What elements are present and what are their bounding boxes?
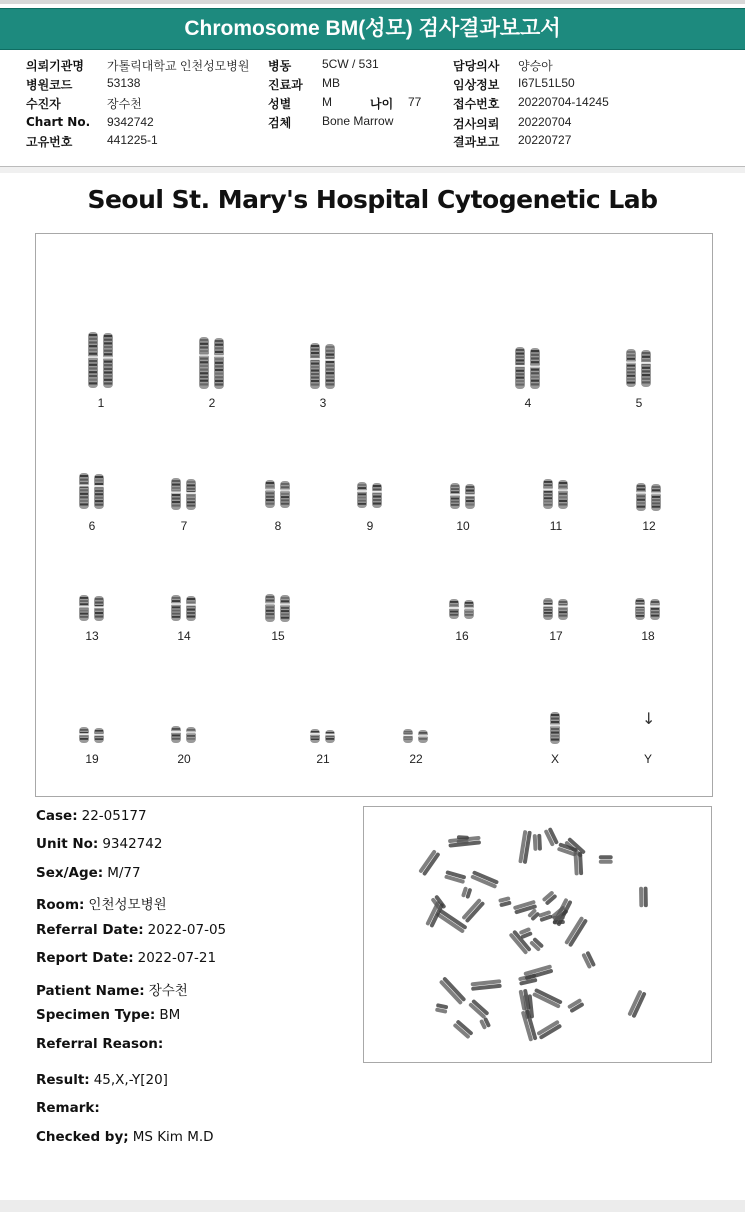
field-value: MS Kim M.D: [132, 1129, 214, 1145]
info-value: 가톨릭대학교 인천성모병원: [107, 59, 250, 73]
chromosome-pair-10: [449, 483, 477, 509]
referral-reason-field: [36, 1036, 167, 1052]
info-label: 진료과: [268, 78, 303, 92]
chromosome-label-4: 4: [524, 396, 532, 410]
info-label: 접수번호: [453, 97, 500, 111]
chromosome-pair-5: [625, 349, 653, 387]
footer-bar: [0, 1200, 745, 1212]
info-value: 9342742: [107, 115, 154, 129]
checked-by-field: [36, 1129, 214, 1145]
field-value: 22-05177: [81, 808, 147, 824]
unit-no-field: [36, 836, 162, 852]
chromosome-label-19: 19: [85, 752, 99, 766]
info-value: 20220727: [518, 133, 572, 147]
info-value: MB: [322, 76, 340, 90]
room-field: [36, 893, 167, 913]
chromosome-pair-14: [170, 595, 198, 621]
metaphase-spread: [364, 807, 711, 1062]
chromosome-pair-13: [78, 595, 106, 621]
chromosome-label-11: 11: [549, 519, 563, 533]
chromosome-label-9: 9: [366, 519, 374, 533]
chromosome-label-20: 20: [177, 752, 191, 766]
chromosome-pair-12: [635, 483, 663, 511]
field-value: 2022-07-21: [137, 950, 217, 966]
chromosome-label-22: 22: [409, 752, 423, 766]
info-label: 성별: [268, 97, 292, 111]
case-field: [36, 808, 147, 824]
chromosome-label-16: 16: [455, 629, 469, 643]
chromosome-pair-19: [78, 727, 106, 743]
chromosome-pair-X: [548, 712, 562, 744]
info-value: 77: [408, 95, 422, 109]
field-label: Room:: [36, 897, 85, 913]
info-value: Bone Marrow: [322, 114, 394, 128]
chromosome-pair-2: [198, 337, 226, 389]
chromosome-label-10: 10: [456, 519, 470, 533]
info-label: 임상정보: [453, 78, 500, 92]
chromosome-label-15: 15: [271, 629, 285, 643]
chromosome-pair-20: [170, 726, 198, 743]
chromosome-label-14: 14: [177, 629, 191, 643]
info-value: 5CW / 531: [322, 57, 379, 71]
info-value: 장수천: [107, 97, 142, 111]
field-label: Result:: [36, 1072, 90, 1088]
info-label: 고유번호: [26, 135, 73, 149]
missing-y-arrow-icon: ↓: [642, 709, 656, 728]
chromosome-pair-1: [87, 332, 115, 388]
info-value: 20220704: [518, 115, 572, 129]
field-value: 45,X,-Y[20]: [93, 1072, 168, 1088]
info-value: 53138: [107, 76, 141, 90]
chromosome-label-7: 7: [180, 519, 188, 533]
chromosome-label-2: 2: [208, 396, 216, 410]
chromosome-pair-7: [170, 478, 198, 510]
chromosome-pair-6: [78, 473, 106, 509]
info-label: 담당의사: [453, 59, 500, 73]
chromosome-pair-21: [309, 729, 337, 743]
chromosome-label-13: 13: [85, 629, 99, 643]
karyogram-panel: [35, 233, 713, 797]
chromosome-label-21: 21: [316, 752, 330, 766]
field-label: Unit No:: [36, 836, 99, 852]
chromosome-pair-3: [309, 343, 337, 389]
info-value: M: [322, 95, 332, 109]
chromosome-pair-9: [356, 482, 384, 508]
field-label: Referral Reason:: [36, 1036, 164, 1052]
field-label: Report Date:: [36, 950, 134, 966]
chromosome-label-3: 3: [319, 396, 327, 410]
chromosome-label-18: 18: [641, 629, 655, 643]
info-label: 수진자: [26, 97, 61, 111]
chromosome-pair-18: [634, 598, 662, 620]
info-label: 병동: [268, 59, 292, 73]
field-value: M/77: [107, 865, 141, 881]
field-label: Patient Name:: [36, 983, 145, 999]
sex-age-field: [36, 865, 141, 881]
info-value: 양승아: [518, 59, 553, 73]
chromosome-pair-11: [542, 479, 570, 509]
info-value: I67L51L50: [518, 76, 575, 90]
info-label: 병원코드: [26, 78, 73, 92]
field-value: BM: [159, 1007, 181, 1023]
info-label: 검사의뢰: [453, 117, 500, 131]
info-value: 20220704-14245: [518, 95, 609, 109]
field-label: Referral Date:: [36, 922, 144, 938]
info-label: 의뢰기관명: [26, 59, 84, 73]
chromosome-label-Y: Y: [643, 752, 652, 766]
referral-date-field: [36, 922, 226, 938]
chromosome-label-12: 12: [642, 519, 656, 533]
lab-title: Seoul St. Mary's Hospital Cytogenetic Lab: [87, 185, 658, 214]
field-value: 2022-07-05: [147, 922, 227, 938]
metaphase-image: [363, 806, 712, 1063]
chromosome-pair-16: [448, 599, 476, 619]
chromosome-label-8: 8: [274, 519, 282, 533]
chromosome-label-6: 6: [88, 519, 96, 533]
specimen-type-field: [36, 1007, 180, 1023]
chromosome-pair-8: [264, 480, 292, 508]
info-label: 나이: [370, 97, 394, 111]
remark-field: [36, 1100, 104, 1116]
chromosome-pair-15: [264, 594, 292, 622]
info-label: 검체: [268, 116, 292, 130]
report-title: Chromosome BM(성모) 검사결과보고서: [0, 8, 745, 50]
field-label: Specimen Type:: [36, 1007, 156, 1023]
result-field: [36, 1072, 168, 1088]
field-value: 장수천: [148, 983, 188, 999]
chromosome-label-X: X: [550, 752, 559, 766]
field-value: 9342742: [102, 836, 163, 852]
chromosome-label-5: 5: [635, 396, 643, 410]
field-label: Remark:: [36, 1100, 100, 1116]
field-value: 인천성모병원: [88, 897, 167, 913]
chromosome-label-17: 17: [549, 629, 563, 643]
report-date-field: [36, 950, 216, 966]
chromosome-label-1: 1: [97, 396, 105, 410]
top-divider: [0, 0, 745, 4]
patient-info-block: [0, 48, 745, 166]
field-label: Sex/Age:: [36, 865, 104, 881]
info-label: 결과보고: [453, 135, 500, 149]
info-divider-shade: [0, 167, 745, 173]
info-label: Chart No.: [26, 115, 91, 129]
chromosome-pair-22: [402, 729, 430, 743]
patient-name-field: [36, 979, 188, 999]
info-value: 441225-1: [107, 133, 158, 147]
field-label: Checked by;: [36, 1129, 129, 1145]
chromosome-pair-4: [514, 347, 542, 389]
field-label: Case:: [36, 808, 78, 824]
chromosome-pair-17: [542, 598, 570, 620]
